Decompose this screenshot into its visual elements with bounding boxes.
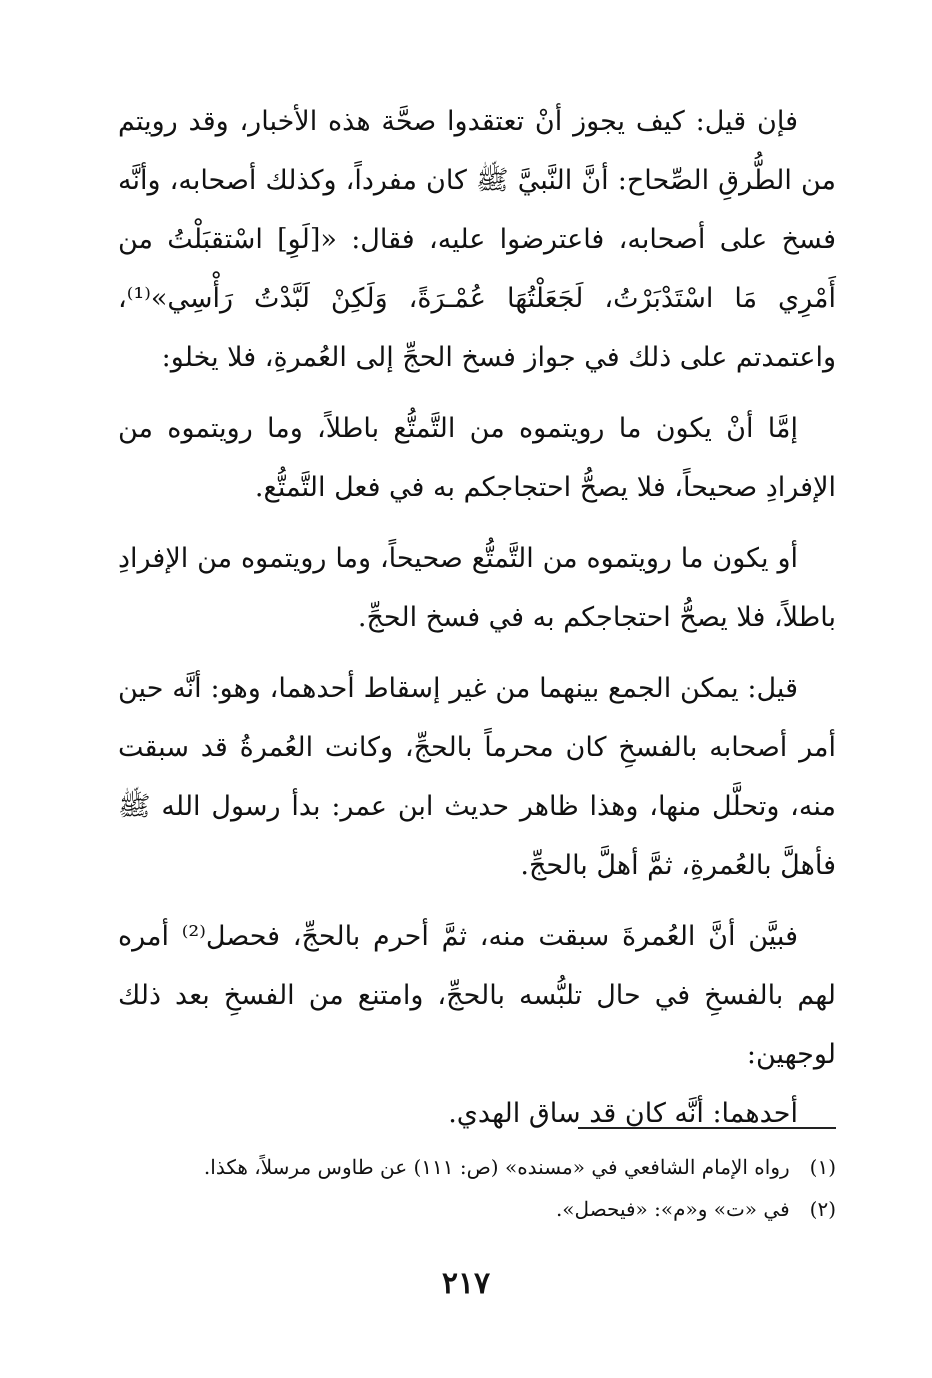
paragraph-second-option: أو يكون ما رويتموه من التَّمتُّع صحيحاً، وما رويتموه من الإفرادِ باطلاً، فلا يصحُّ احتجاجكم به في فسخ الحجِّ.	[118, 543, 836, 633]
footnote-text: رواه الإمام الشافعي في «مسنده» (ص: ١١١) عن طاوس مرسلاً، هكذا.	[203, 1155, 790, 1179]
footnote-1	[118, 1146, 836, 1188]
paragraph-explanation: فبيَّن أنَّ العُمرةَ سبقت منه، ثمَّ أحرم بالحجِّ، فحصل⁽²⁾ أمره لهم بالفسخِ في حال تلبُّسه بالحجِّ، وامتنع من الفسخِ بعد ذلك لوجهين:	[118, 921, 836, 1070]
footnote-number: (٢)	[809, 1197, 836, 1221]
footnotes	[118, 1146, 836, 1230]
main-text	[118, 92, 836, 1143]
footnote-number: (١)	[809, 1155, 836, 1179]
footnote-2	[118, 1188, 836, 1230]
footnote-divider	[578, 1127, 836, 1129]
page-number: ٢١٧	[441, 1266, 491, 1301]
paragraph-first-reason: أحدهما: أنَّه كان قد ساق الهدي.	[448, 1098, 798, 1129]
footnote-text: في «ت» و«م»: «فيحصل».	[555, 1197, 790, 1221]
paragraph-answer: قيل: يمكن الجمع بينهما من غير إسقاط أحدهما، وهو: أنَّه حين أمر أصحابه بالفسخِ كان محرماً بالحجِّ، وكانت العُمرةُ قد سبقت منه، وتحلَّل منها، وهذا ظاهر حديث ابن عمر: بدأ رسول الله ﷺ فأهلَّ بالعُمرةِ، ثمَّ أهلَّ بالحجِّ.	[118, 673, 836, 881]
paragraph-first-option: إمَّا أنْ يكون ما رويتموه من التَّمتُّع باطلاً، وما رويتموه من الإفرادِ صحيحاً، فلا يصحُّ احتجاجكم به في فعل التَّمتُّع.	[118, 413, 836, 503]
paragraph-question: فإن قيل: كيف يجوز أنْ تعتقدوا صحَّة هذه الأخبار، وقد رويتم من الطُّرقِ الصِّحاح: أنَّ النَّبيَّ ﷺ كان مفرداً، وكذلك أصحابه، وأنَّه فسخ على أصحابه، فاعترضوا عليه، فقال: «[لَوِ] اسْتقبَلْتُ من أَمْرِي مَا اسْتَدْبَرْتُ، لَجَعَلْتُهَا عُمْـرَةً، وَلَكِنْ لَبَّدْتُ رَأْسِي»⁽¹⁾، واعتمدتم على ذلك في جواز فسخ الحجِّ إلى العُمرةِ، فلا يخلو:	[118, 106, 836, 373]
